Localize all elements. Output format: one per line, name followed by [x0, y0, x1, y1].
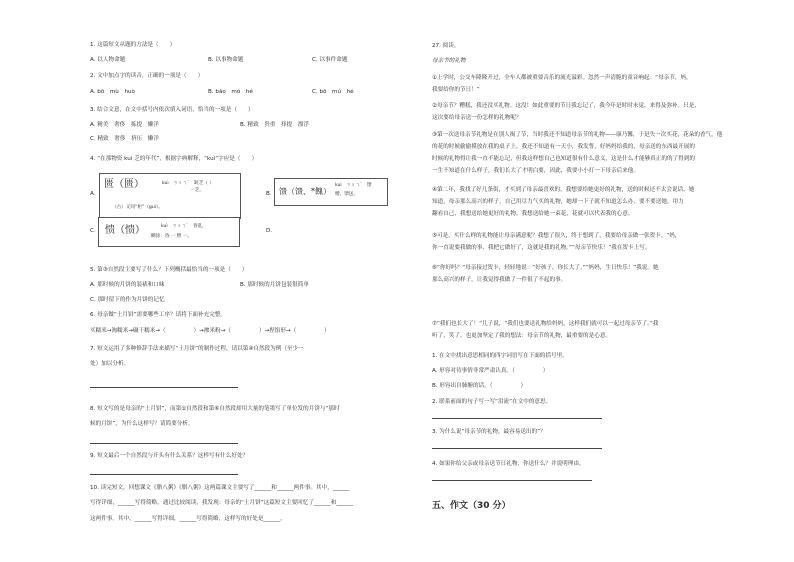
reading-question-header: 27. 阅读。: [432, 43, 460, 49]
q4-option-d: D.: [266, 228, 273, 234]
q2-stem: 2. 文中加点字的读音，正确的一项是（ ）: [90, 73, 204, 79]
rq1-item-a: A. 形容对待事情非常严肃认真。（ ）: [432, 368, 549, 374]
q6-flow: 买糯米→淘糯米→碾干糯米→（ ）→掺米粉→（ ）→捏馅形→（ ）: [90, 328, 330, 334]
q3-option-c: C. 精致 奢侈 挤压 懒洋: [90, 136, 159, 142]
passage-line-17: 听了，笑了，也更加坚定了我的想法：母亲节的礼物，最重要的是心意。: [432, 333, 612, 339]
rq1-stem: 1. 在文中找出意思相同的四字词语写在下面的括号里。: [432, 353, 568, 359]
box-b-char: 馈（馈、*餽）: [279, 187, 331, 196]
rq3-answer-line[interactable]: [432, 448, 602, 449]
rq4-stem: 4. 如果你给父亲或母亲送节日礼物，你送什么？并说明理由。: [432, 461, 585, 467]
box-b-sub: 赠。馈送。: [335, 192, 358, 197]
box-b-pinyin: kuì ㄎㄨㄟˋ 馈: [335, 183, 372, 188]
q2-option-c: C. bō mú hé: [312, 89, 354, 95]
rq4-answer-line[interactable]: [432, 480, 592, 481]
passage-line-5: ③第一次送母亲节礼物是在别人揭了节，当时我还不知道母亲节的礼物——康乃馨，于是失一次买花，花朵的香气，他: [432, 132, 723, 138]
q4-dictionary-box-a: [99, 173, 241, 219]
passage-line-10: 知道，母亲那么高兴的样子，自己用尽力气买的礼物，她却一下子就不知道怎么办，要不要送她，用力: [432, 199, 684, 205]
q9-answer-line[interactable]: [90, 474, 238, 475]
passage-line-1: ①上学时，公交车隆隆开过，全车人都被重要音乐的流光溢彩。忽然一声清脆的童音响起：“母亲节，妈，: [432, 75, 692, 81]
q10-line1: 10. 读完短文，回想课文《腊八粥》《腊八粥》这两篇课文主要写了______和______两件事。其中，______: [90, 485, 350, 491]
q3-stem: 3. 结合文意，在文中括号内依次填入词语，恰当的一项是（ ）: [90, 107, 254, 113]
box-a-char: 匮（匮）: [104, 179, 144, 190]
q4-dictionary-box-c: [98, 217, 240, 247]
passage-line-4: 这次要给母亲送一份怎样的礼物呢？: [432, 115, 522, 121]
q4-option-a: A.: [90, 191, 96, 197]
box-c-char: 愦（愦）: [105, 225, 145, 236]
section-5-heading: 五、作文（30 分）: [432, 501, 511, 511]
q5-stem: 5. 第③自然段主要写了什么？下列概括最恰当的一项是（ ）: [90, 267, 248, 273]
q7-stem-line2: 处）加以分析。: [90, 361, 130, 367]
box-c-pinyin: kuì ㄎㄨㄟˋ 昏乱，: [161, 224, 207, 229]
q6-stem: 6. 母亲做“土月饼”需要哪些工序？请将下面补充完整。: [90, 312, 226, 318]
passage-line-8: 一生不知道在什么样子，我们长大了才明白要，因此，我要小小打一下母亲后来他。: [432, 168, 639, 174]
q1-option-b: B. 以事物命题: [208, 57, 244, 63]
rq2-answer-line[interactable]: [432, 418, 602, 419]
reading-title: 母亲节的礼物: [432, 58, 466, 64]
passage-line-3: ②母亲节？糟糕，我还没买礼物。这没！如此重要的节日我忘记了，我今年是时时未觉，来得及弥补。只是，: [432, 103, 700, 109]
q5-option-b: B. 那时候的月饼包装很简单: [240, 282, 309, 288]
q5-option-a: A. 那时候的月饼的装裱和口味: [90, 282, 165, 288]
q7-stem: 7. 短文运用了多种修辞手法来描写“土月饼”的制作过程，请以第④自然段为例（至少一: [90, 346, 304, 352]
q4-option-b: B.: [266, 191, 272, 197]
passage-line-14: ⑥“你好吗？”母亲接过贺卡，轻轻地说：“好孩子，你长大了。”“妈妈，生日快乐！”我说。她: [432, 265, 659, 271]
rq3-stem: 3. 为什么说“母亲节的礼物，最容易送出的”？: [432, 429, 546, 435]
q3-option-b: B. 精致 贵重 择提 漂浮: [240, 122, 309, 128]
q4-dictionary-box-b: [274, 178, 388, 206]
passage-line-13: 你一直说要我做的事，我把它做好了，这就是我的礼物。”“母亲节快乐！”我在贺卡上写。: [432, 245, 651, 251]
rq1-item-b: B. 形容出自肺腑的话。（ ）: [432, 383, 527, 389]
q9-stem: 9. 短文最后一个自然段与开头有什么关系？这样写有什么好处？: [90, 453, 249, 459]
passage-line-15: 那么高兴的样子，让我觉得我做了一件很了不起的事。: [432, 277, 567, 283]
q8-stem: 8. 短文写的是母亲的“土月饼”，而第①自然段和第⑥自然段却用大量的笔墨写了单位发的月饼与“那时: [90, 406, 340, 412]
passage-line-2: 我要给你的节日！”: [432, 87, 480, 93]
q3-option-a: A. 精美 奢侈 拣提 懒洋: [90, 122, 159, 128]
passage-line-7: 时候的礼物得让我一直不能忘记，但我这样想自己也知道很有什么意义，这是什么才能够真正的的了得到的: [432, 156, 695, 162]
passage-line-11: 翻看自己，我想送给她更好的礼物。我想送给她一束花，花就可以代表我的心意。: [432, 211, 634, 217]
passage-line-6: 的花的时候偷偷摸放在我的桌子上。我还不知道有一天小，我发誓，好妈妈给我的，母亲送的东西最开展的: [432, 144, 695, 150]
passage-line-9: ④第二年，我找了好几条街，才买到了母亲最喜欢的，我想要给她更好的礼物，送的时候还不太会说话，她: [432, 187, 695, 193]
q1-option-a: A. 以人物命题: [90, 57, 126, 63]
q7-answer-line[interactable]: [90, 387, 238, 388]
box-a-pinyin: kuì ㄎㄨㄟˋ 缺乏（ ）: [162, 181, 214, 186]
rq2-stem: 2. 联系前面的句子写一写“泪流”在文中的意思。: [432, 399, 552, 405]
q10-line3: 这两件事。其中，______写得详细，______写得简略，这样写的好处是______。: [90, 516, 286, 522]
passage-line-12: ⑤可是，买什么样的礼物能让母亲满意呢？我想了很久，终于想到了，我要给母亲做一张贺卡。“妈，: [432, 233, 681, 239]
q2-option-a: A. bō mù huò: [90, 89, 135, 95]
q1-stem: 1. 这篇短文从题的方法是（ ）: [90, 42, 176, 48]
box-a-note: （古）又同“柜”（guì）。: [112, 205, 163, 210]
q8-answer-line[interactable]: [90, 443, 238, 444]
q4-stem: 4. “在那物资 kuì 乏的年代”，根据字典解释，“kuì”字应是（ ）: [90, 156, 258, 162]
q1-option-c: C. 以事件命题: [312, 57, 348, 63]
q5-option-c: C. 那时留下的作为月饼的记忆: [90, 297, 165, 303]
box-c-sub: 糊涂：昏 一 愦 一。: [151, 234, 193, 239]
q2-option-b: B. bāo mó hé: [208, 89, 253, 95]
q4-option-c: C.: [90, 228, 96, 234]
box-a-example: 一乏。: [190, 188, 204, 193]
q10-line2: 写得详细，______写得简略。通过比较阅读，我发现：母亲的“土月饼”这篇短文主要回忆了______和______: [90, 500, 354, 506]
q8-stem-line2: 候的月饼”，为什么这样写？请简要分析。: [90, 421, 194, 427]
passage-line-16: ⑦“我们也长大了！”儿子说，“我们也要送礼物给妈妈，这样我们就可以一起过母亲节了。”我: [432, 321, 659, 327]
